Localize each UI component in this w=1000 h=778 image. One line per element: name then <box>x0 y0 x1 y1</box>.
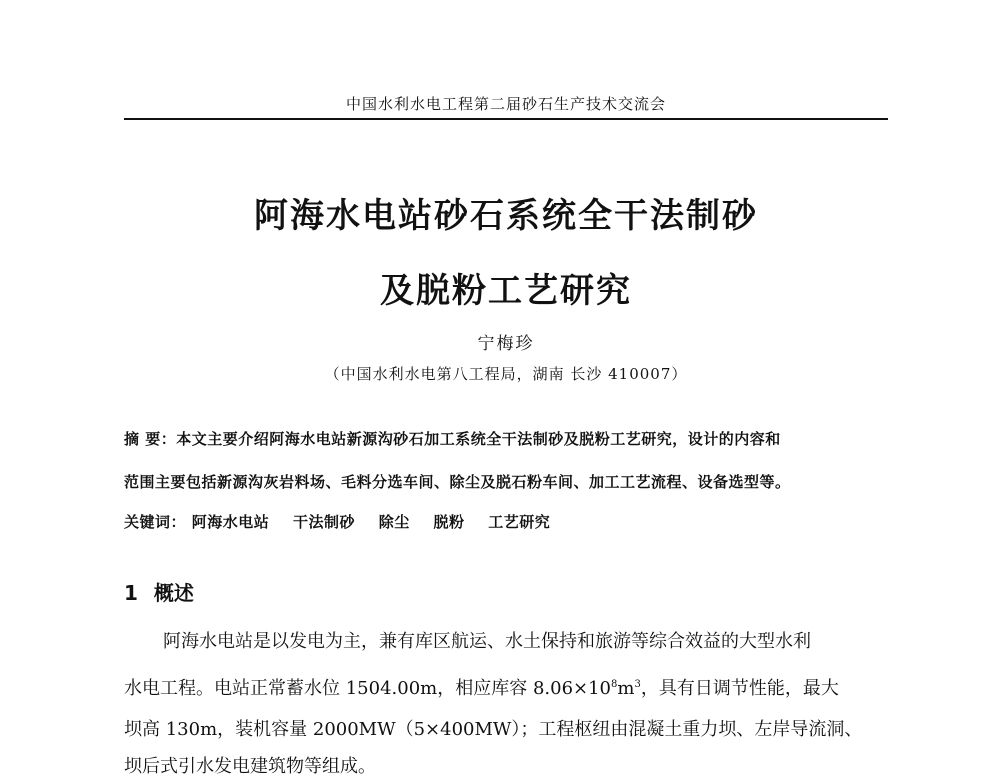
running-header: 中国水利水电工程第二届砂石生产技术交流会 <box>345 95 666 113</box>
keywords-label: 关键词： <box>124 513 187 531</box>
body-paragraph-line-2 <box>124 674 894 700</box>
paper-title-line-1: 阿海水电站砂石系统全干法制砂 <box>254 196 758 236</box>
abstract-text-1: 本文主要介绍阿海水电站新源沟砂石加工系统全干法制砂及脱粉工艺研究，设计的内容和 <box>176 430 781 448</box>
author-affiliation: （中国水利水电第八工程局，湖南 长沙 410007） <box>324 365 688 383</box>
abstract-line-2: 范围主要包括新源沟灰岩料场、毛料分选车间、除尘及脱石粉车间、加工工艺流程、设备选型等。 <box>124 473 791 491</box>
keyword: 脱粉 <box>433 513 465 531</box>
paper-title-line-2: 及脱粉工艺研究 <box>380 271 632 311</box>
keyword: 除尘 <box>378 513 410 531</box>
section-heading <box>124 577 194 606</box>
keyword: 工艺研究 <box>488 513 551 531</box>
keywords-line <box>124 511 894 532</box>
header-rule <box>124 118 888 120</box>
section-number: 1 <box>124 581 138 605</box>
body-paragraph-line-3: 坝高 130m，装机容量 2000MW（5×400MW）；工程枢纽由混凝土重力坝、左岸导流洞、 <box>124 719 863 740</box>
keyword: 阿海水电站 <box>191 513 270 531</box>
body-text: m <box>617 678 635 699</box>
abstract-line-1 <box>124 428 894 449</box>
body-text: 水电工程。电站正常蓄水位 1504.00m，相应库容 8.06×10 <box>124 678 612 699</box>
body-paragraph-line-1: 阿海水电站是以发电为主，兼有库区航运、水土保持和旅游等综合效益的大型水利 <box>163 631 811 652</box>
author-name: 宁梅珍 <box>477 334 535 354</box>
keyword: 干法制砂 <box>293 513 356 531</box>
section-title: 概述 <box>153 581 194 605</box>
body-paragraph-line-4: 坝后式引水发电建筑物等组成。 <box>124 756 376 777</box>
exponent: 8 <box>611 679 618 690</box>
exponent: 3 <box>634 679 641 690</box>
abstract-label: 摘 要： <box>124 430 177 448</box>
body-text: ，具有日调节性能，最大 <box>640 678 839 699</box>
